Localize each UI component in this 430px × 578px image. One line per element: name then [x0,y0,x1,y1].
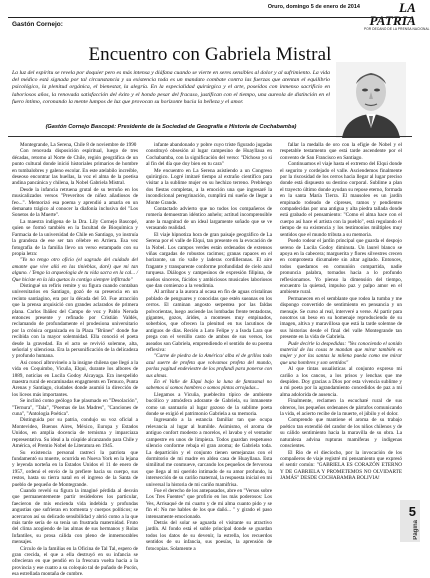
paragraph: Comprendo que mantiene el aroma de su trabajo poético tan extendió del candor de los niños chilenos y de su cálido sentimiento hacia la maravilla de su obra. La naturaleza advina rupturas mamíferas y indígenas conscientes. [280,417,402,450]
paragraph: fallar la medalla de oro con la efigie de Nobel y el respetable testamento que está tarde ascendente por el convento de San Francisco en Santiago. [280,142,402,161]
quote-paragraph: "Yo no tengo otro oficio (el sagrado del cuidado del amante que vive allá en las tinieblas, daré) que mi tan alguno. / Tengo la arqueologia de tu vida sacra en la cal... / Que hiciste en la ida quetas lo contigo siempre infiltrado" [12,257,138,283]
paragraph: Desde la infancia retruena grutal de su terruño en los musicalizados versos "Preveritos de niñez añadiosos de feo...". Memorizó esa poema y aprendió a amarla en un demanato trágico al conocer la diafonía inclusiva del "Los Sonetos de la Muerte". [12,186,138,219]
paragraph: Su existencia personal rastrecí la patriota que fundamentó su muerte, ocurrida en Nueva York en la lejana y leyenda norteña en la Estados Unidos el 11 de enero de 1957, ordenó el envío de la prefiere hacia su cuerpo, sus restos, hasta su tierra natal en el ingreso de la Santa de pueblo de pequeño de Montegrande. [12,449,138,488]
masthead-title: LA PATRIA [369,0,416,28]
page-label: Página [413,520,419,540]
quote-paragraph: "Carne de piedra de la América/ alba el de grillos todo azul suerte de profeta que volvamos profeta del mundo, porlas yagitud endeviestre de los profundi para ponerse con sus almas. [146,353,272,379]
paragraph: Contactado advierto que no todos los compañeros de romería demuestran idéntico anhelo; actitud incomprensible ante la magnitud de un ideal largamente soñado que se ve verasando realidad. [146,206,272,232]
paragraph: El viaje hipnotiza hora de gran paisaje geográfico de La Serena por el valle de Elqui, tan presente en la evocación de la Nobel. Los campos verdes están ordenados de extensos viñas cargadas de robustos racimos; granas rapaces en el horizonte, un río valle y laderas cordilleranas. El aire fragante y transparente conforme profundidad de cielo azul turquesa. Diálogos y campesinos de expresión filipina, de sueños sinceros, fácidos y ambiciosos musicales laboriosos que dan comienzo a la vendimia. [146,231,272,289]
paragraph: Me encuentro en La Serena asistiendo a un Congreso quirúrgico. Logré imitaré tiempo al extraño científico para visitar a la sublime mujer en su hechizo terreno. Preblengo dos fiestas completas, a la emoción una que ingresaré la incondicional peregrinación, cumplirá mi sueño de llegar a Monte Grande. [146,167,272,206]
page-number: 5 [408,504,416,519]
paragraph: Fue el derecho de los antepasados, abre en "Versos sobre Los Tres Fuentes" que profirío en los más poderosos: Los Ves, Arrisaqué de mi cuarto y de mi alma cuanto pido y se fin el: No me hables de los que dañó... " y girado el paso intensamente emocionado. [146,487,272,520]
paragraph: Permanecen en el semblante que rodea la tumba y me dispongo convertido de sentimiento en pensancia y un mensaje. Se curso al real, interveré a verse. Al partir para nosotros un beso en su homenaje reproduciendo de su imagen, altiva y maravillosa que está la tarde solemne de sus historias desde el final del valle Montegrande tan presente en la vida de Gabriela. [280,295,402,341]
masthead [364,0,430,31]
author-heading: Gastón Cornejo: [12,21,63,28]
text-column-1 [12,142,139,578]
paragraph: Detrás del solar se aguarda el visitante su atractivo jardín. Al fondo está el suble principal donde se guardan todos los datos de su devenir, la estrella, los recuerdos sentidos de su infancia, sus poesías, la aprensión de fotocopias. Solamente a [146,519,272,552]
paragraph: Distinguida por su patria, condujo su voz oficial a Montevideo, Buenos Aires, México, Europa y Estados Unidos, en amplia docencia de ternisma y imparciaza representativa. Su ideal a la cúspide alcanzando para Chile y América, el Premio Nobel de Literatura en 1945. [12,417,138,450]
text-column-2 [146,142,272,552]
masthead-subtitle: POR DECANO DE LA PRENSA NACIONAL [364,27,430,31]
paragraph: Distingué un refiris remite y su figura cuando contaban universitarios en Santiago, gozó de su presencia en un recinto santiagino, era por la década del 50. Fue atracción que la prensa arquisició con grandes aclarados de primera plana. Carlos Ibáñez del Campo de voz y Pablo Neruda entonces presente y refinado por Cristián Valdés, reclamando de profundamente el prodesiona universitario por la crónica organizada en la Plaza "Brünes" donde fue recibida con la mayor solemnidad. Ella conoció el poeta desde la gravedad. En el acto se revivió solemne, alta, señorial y silenciosa. Era la personificación de la delicadeza y profundo humana. [12,282,138,360]
paragraph: Puedo rodear el jardín principal que guarda el despojo sereno de Lucila Godoy diminuta. Un laurel blanco se apoya en la cabecera; marguerita y flores silvestres crecen en comprotesta dicumalete sin altar agitado. Entonces, todos quedamos en comunión compartida, nadie pronuncia palabra, tornados hacia a lo profundo reflexionamos. Yo pienso la dimensión del tiempo, encuentro la quietud, impulso paz y palpo amor en el ambiente rural. [280,238,402,296]
paragraph: Se inclinó como geólogo fue plasmado en "Desolación", "Ternura", "Tala", "Poemas de las Madres", "Canciones de cuna", "Antología Poética". [12,398,138,418]
paragraph: Continuamos el viaje hasta el extremo del Elqui donde el segurito y cordejado el valle. Asciendemos finalmente por la riscosidad de los cerros hacia llegar al lugar preciso donde está dispuesto su destino corporal. Sublime a plan el trayecto último donde ayudan su repose eterno, formada en la santa María Tierra. El mausoleo es un jardín empinado rodeado de cipreses, ramos y pendientes compadecidas por una antigua y alta piedra tallada donde está grabado el pensamiento: "Como el alma hace con el cuerpo así hace el artista con la pueblo", está regulando el tiempo de su existencia y los testimonios múltiples muy sentidos que el mundo tributa a su memoria. [280,161,402,238]
paragraph: Al arribar a la aurora al ocasa en fin de aguas cristalinas poblado de penguares y conocidas que estén sueanas en los cerros. El caminan angosto serpentea por las faldas polvorientas, luego asciende las lombadas frente tentadoras, gigantes, gozos, árides, a monteses muy empinados, soberbios, que ofrecen la plenitud en tus lacutinos de antiguos de días. Recién a Loto Felipe y a Isoda Lara que prega con el versillo casto de ambos de sus versos, los aseados son Gabriela, emprendiendo el sentido de su poema reflexiva: [146,289,272,353]
article-title: Encuentro con Gabriela Mistral [88,44,332,65]
section-rule [8,136,412,137]
paragraph: Cuando reveló su figura la imaginé pérdida al desván que permanentemente partir residedores los particular, faecieron de mis encienda vida indebida y profundas angustias que sufrieran en tormenta y cuerpos políticos; se acercaron así su delicado sensibilidad y abrió como a la que más tarde sería de su tenía un frustrada maternidad. Fruto del clima acogiendo de las almas de sus hermanos y Rolas Infantiles, su prosa cálida con pleno de inmemorables mensajes. [12,487,138,546]
author-portrait-image [336,62,406,138]
article-lead: La luz del espíritu se revela por doquier pero es más intensa y diáfana cuando se vierte en seres sensibles al dolor y al sufrimiento. La vida del médico está signada por tal circunstancia y su existencia toda es un mandato combate contra las fuerzas que atentan el equilibrio psicológico, la plenitud orgánica, el bienestar, la alegría. En la especialidad quirúrgica y el arte, poseídos con inmenso sacrificio en laboriosos años, la renovada satisfacción del éxito y el hondo pesar del fracaso, justifican con el tiempo, una aureola de distinción en el fuero íntimo, coronando la mente lumpos de luz que provocan su horizonte hacia la belleza y el amor. [12,70,330,105]
paragraph: Finalmente, reclamen la escuchaté rural de sus obreros, los pequeños ordenanes de párrafos comunicando la vida, el acierto recibe de la muerte, el júbilo y el dolor. [280,398,402,418]
paragraph: Al que tintas usualísticas al conjunto expreso mi cariño a los cancos, a los prisos y lenchas que me despiden. Doy gracias a Dios por esta vivencia sublime y a mi poeta por la agrandamiento concedidos de paz a mi alma adolorida de ausencia. [280,366,402,398]
quote-paragraph: Pude decirle la despedidas: "Yes conociendo el sonido material de las cosas te mandan que mirar también es mujer y por las santas la milena pueda como me mirar que una hombres y son sentidos" [280,340,402,366]
article-byline: (Gastón Cornejo Bascopé: Presidente de la Sociedad de Geografía e Historia de Cochabamba) [45,124,297,130]
quote-paragraph: En el Valle de Elqui bajo la luna de fantasmal no sabemos si somos hombres o somos pintas arrojadas... [146,379,272,392]
paragraph: Montegrande, La Serena, Chile 8 de noviembre de 1990 [20,142,137,148]
paragraph: Círculo de la familias en la Oficina de Tal Tal, espero de gran crecida, el que a ella destruyó en su infancia se ofrecieran en que pendió en la frescura vuelta hacia a la provincia y ese cuatro a su coloquio tal de puñado de Pucón, esa estrellada montaña de cumbre. [12,545,138,578]
header-rule [8,17,412,18]
paragraph: Con renovada disposición espiritual, luego de tres décadas, retorno al Norte de Chile, región geográfica de un punto cultural donde inició historiales primarios de hombre en tumbalobres y galeno escolar. En este atelabilo increíble, deseoso encontrar las huellas, la voz el alma de la poetisa andina pancánica y chilena, la Nobel Gabriela Mistral. [12,148,138,187]
text-column-3 [280,142,402,502]
issue-date: Oruro, domingo 5 de enero de 2014 [267,4,360,10]
paragraph: Ingresando a la estancia familiar tan que ocupa relevancia al lugar al humilde. Asimismo, el aroma de antiguo confort modesto a morelos, el lavabo y el ventador campestre en unos de limpieza. Todos guardan respetuoso silencio conforme rebaja el gran aroma; de Gabriela toda. La departición y el conjunto tienen semejanzas con el dormitorio de mi madre en aldea casa de Huayllaua. Esta similitud me conmueve, carcando los pequeños de fervorosa que llega al mi querido intimado de su amor profundo, la intersección de su cariño maternal, la respuesta inicial en mi universal la historia de mi cariño mamifrisa. [146,417,272,488]
paragraph: infante abandonado y pobre cuyo triste figurado jugadas constituyó obsesión al lugar campesino de Huayllaua en Cochabamba, con la significación del verso: "Dichoso yo si al fin del día que doy bien en tu cara" [146,142,272,168]
paragraph: Llegamos a Vicuña, pueblecito típico de ambiente bucólico y atmósfera adorante de Gabriela, su inmanente como un santuario al lugar gozoso de la sublime poeta donde se exigió el patrimonio Gabriela a su memoria. [146,391,272,418]
paragraph: La maestra indígena de la Dra. Lily Cornejo Bascopé, quien se formó también en la facultad de Bioquímica y Farmacia de la universidad de Chile en Santiago, yo instruía la grandeza de ese ser tan célebre en Arriera. Esa vez fotografía de la familia llevo un verso estampado con su propia letra: [12,218,138,257]
paragraph: El Rio de el dieciocho, por la invocación de los compañeros de viaje registré mi pensamiento que expresó el sentir común: "GABRIELA ES CORAZÓN ETERNO Y DE GABRIELA Y PROMETEMOS NO OLVIDARTE JAMÁS" DESDE COCHABAMBA BOLIVIA! [280,449,402,482]
paragraph: Así conocí albrovinelo a la insigne chilena que llegó a la vida en Coquimbo, Vicuña, Elqui, durante los albores de 1889, noticias en Lucila Godoy Alcayaga. Era inexpelido maestra rural de encaminadas engagments en Temuco, Punta Arenas y Santiago, ciudades donde asumió la dirección de los liceos más importantes. [12,359,139,398]
